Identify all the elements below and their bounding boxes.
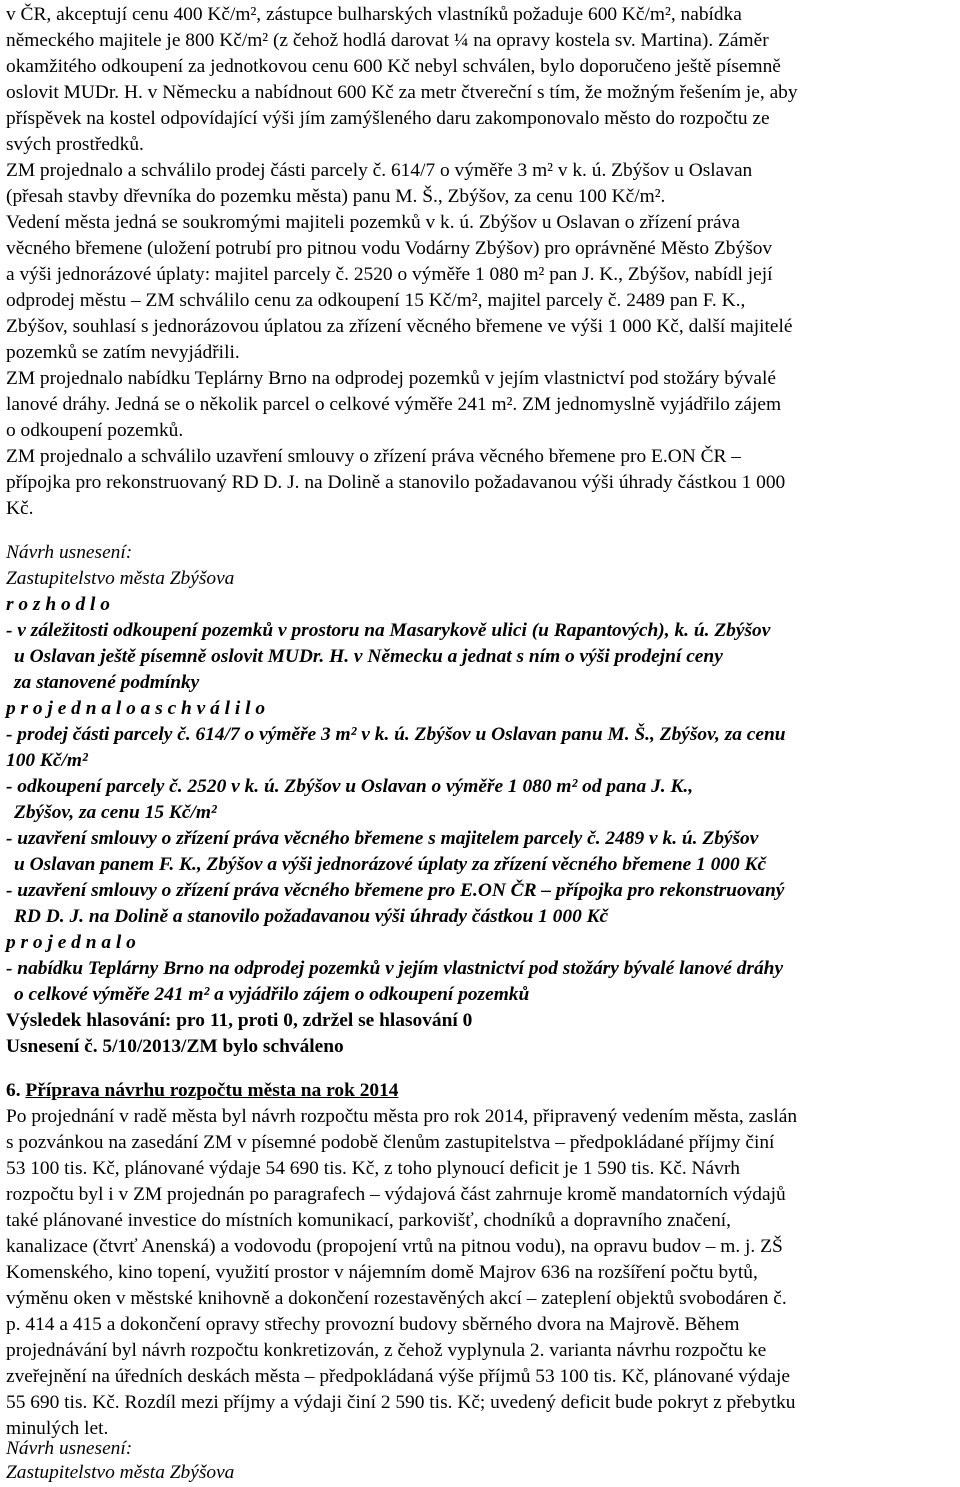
resolution-item: - v záležitosti odkoupení pozemků v prostoru na Masarykově ulici (u Rapantových), k. ú. Zbýšov <box>6 620 771 641</box>
body-text-line: ZM projednalo a schválilo prodej části parcely č. 614/7 o výměře 3 m² v k. ú. Zbýšov u Oslavan <box>6 160 753 181</box>
body-text-line: odprodej městu – ZM schválilo cenu za odkoupení 15 Kč/m², majitel parcely č. 2489 pan F. K., <box>6 290 746 311</box>
body-text-line: projednávání byl návrh rozpočtu konkretizován, z čehož vyplynula 2. varianta návrhu rozpočtu ke <box>6 1340 767 1361</box>
body-text-line: okamžitého odkoupení za jednotkovou cenu 600 Kč nebyl schválen, bylo doporučeno ještě písemně <box>6 56 781 77</box>
body-text-line: pozemků se zatím nevyjádřili. <box>6 342 240 363</box>
council-name: Zastupitelstvo města Zbýšova <box>6 1462 235 1483</box>
resolution-item-cont: RD D. J. na Dolině a stanovilo požadavanou výši úhrady částkou 1 000 Kč <box>14 906 609 927</box>
body-text-line: německého majitele je 800 Kč/m² (z čehož hodlá darovat ¼ na opravy kostela sv. Martina). Záměr <box>6 30 769 51</box>
resolution-item-cont: Zbýšov, za cenu 15 Kč/m² <box>14 802 217 823</box>
discussed-heading: p r o j e d n a l o <box>6 932 136 953</box>
body-text-line: s pozvánkou na zasedání ZM v písemné podobě členům zastupitelstva – předpokládané příjmy činí <box>6 1132 775 1153</box>
resolution-heading: Návrh usnesení: <box>6 1438 133 1459</box>
body-text-line: příspěvek na kostel odpovídající výši jím zamýšleného daru zakomponovalo město do rozpočtu ze <box>6 108 770 129</box>
council-name: Zastupitelstvo města Zbýšova <box>6 568 235 589</box>
body-text-line: p. 414 a 415 a dokončení opravy střechy provozní budovy sběrného dvora na Majrově. Během <box>6 1314 740 1335</box>
body-text-line: ZM projednalo a schválilo uzavření smlouvy o zřízení práva věcného břemene pro E.ON ČR – <box>6 446 741 467</box>
section-number: 6. <box>6 1080 26 1101</box>
body-text-line: 55 690 tis. Kč. Rozdíl mezi příjmy a výdaji činí 2 590 tis. Kč; uvedený deficit bude pokryt z přebytku <box>6 1392 796 1413</box>
body-text-line: Vedení města jedná se soukromými majiteli pozemků v k. ú. Zbýšov u Oslavan o zřízení práva <box>6 212 740 233</box>
decides-heading: r o z h o d l o <box>6 594 110 615</box>
body-text-line: výměnu oken v městské knihovně a dokončení rozestavěných akcí – zateplení objektů svobodáren č. <box>6 1288 787 1309</box>
body-text-line: ZM projednalo nabídku Teplárny Brno na odprodej pozemků v jejím vlastnictví pod stožáry bývalé <box>6 368 776 389</box>
approves-heading: p r o j e d n a l o a s c h v á l i l o <box>6 698 266 719</box>
body-text-line: zveřejnění na úředních deskách města – předpokládaná výše příjmů 53 100 tis. Kč, plánované výdaje <box>6 1366 790 1387</box>
resolution-item-cont: u Oslavan ještě písemně oslovit MUDr. H. v Německu a jednat s ním o výši prodejní ceny <box>14 646 723 667</box>
resolution-item: - odkoupení parcely č. 2520 v k. ú. Zbýšov u Oslavan o výměře 1 080 m² od pana J. K., <box>6 776 694 797</box>
resolution-item-cont: o celkové výměře 241 m² a vyjádřilo zájem o odkoupení pozemků <box>14 984 530 1005</box>
body-text-line: Kč. <box>6 498 34 519</box>
body-text-line: Zbýšov, souhlasí s jednorázovou úplatou za zřízení věcného břemene ve výši 1 000 Kč, další majitelé <box>6 316 793 337</box>
section-heading <box>6 1078 398 1104</box>
body-text-line: rozpočtu byl i v ZM projednán po paragrafech – výdajová část zahrnuje kromě mandatorních výdajů <box>6 1184 786 1205</box>
body-text-line: věcného břemene (uložení potrubí pro pitnou vodu Vodárny Zbýšov) pro oprávněné Město Zbýšov <box>6 238 773 259</box>
resolution-item-cont: u Oslavan panem F. K., Zbýšov a výši jednorázové úplaty za zřízení věcného břemene 1 000 Kč <box>14 854 767 875</box>
resolution-result: Usnesení č. 5/10/2013/ZM bylo schváleno <box>6 1036 344 1057</box>
body-text-line: oslovit MUDr. H. v Německu a nabídnout 600 Kč za metr čtvereční s tím, že možným řešením je, aby <box>6 82 798 103</box>
resolution-item: - nabídku Teplárny Brno na odprodej pozemků v jejím vlastnictví pod stožáry bývalé lanové dráhy <box>6 958 784 979</box>
resolution-item: - prodej části parcely č. 614/7 o výměře 3 m² v k. ú. Zbýšov u Oslavan panu M. Š., Zbýšov, za cenu <box>6 724 786 745</box>
resolution-heading: Návrh usnesení: <box>6 542 133 563</box>
body-text-line: 53 100 tis. Kč, plánované výdaje 54 690 tis. Kč, z toho plynoucí deficit je 1 590 tis. Kč. Návrh <box>6 1158 741 1179</box>
body-text-line: lanové dráhy. Jedná se o několik parcel o celkové výměře 241 m². ZM jednomyslně vyjádřilo zájem <box>6 394 782 415</box>
body-text-line: a výši jednorázové úplaty: majitel parcely č. 2520 o výměře 1 080 m² pan J. K., Zbýšov, nabídl její <box>6 264 773 285</box>
body-text-line: Po projednání v radě města byl návrh rozpočtu města pro rok 2014, připravený vedením města, zaslán <box>6 1106 798 1127</box>
body-text-line: minulých let. <box>6 1418 109 1439</box>
resolution-item-cont: za stanovené podmínky <box>14 672 200 693</box>
section-title: Příprava návrhu rozpočtu města na rok 2014 <box>25 1080 399 1101</box>
body-text-line: také plánované investice do místních komunikací, parkovišť, chodníků a dopravního značení, <box>6 1210 731 1231</box>
vote-result: Výsledek hlasování: pro 11, proti 0, zdržel se hlasování 0 <box>6 1010 473 1031</box>
body-text-line: přípojka pro rekonstruovaný RD D. J. na Dolině a stanovilo požadavanou výši úhrady částkou 1 000 <box>6 472 786 493</box>
body-text-line: v ČR, akceptují cenu 400 Kč/m², zástupce bulharských vlastníků požaduje 600 Kč/m², nabídka <box>6 4 742 25</box>
resolution-item-cont: 100 Kč/m² <box>6 750 88 771</box>
body-text-line: svých prostředků. <box>6 134 144 155</box>
resolution-item: - uzavření smlouvy o zřízení práva věcného břemene s majitelem parcely č. 2489 v k. ú. Zbýšov <box>6 828 759 849</box>
body-text-line: o odkoupení pozemků. <box>6 420 184 441</box>
body-text-line: kanalizace (čtvrť Anenská) a vodovodu (propojení vrtů na pitnou vodu), na opravu budov – m. j. ZŠ <box>6 1236 783 1257</box>
body-text-line: (přesah stavby dřevníka do pozemku města) panu M. Š., Zbýšov, za cenu 100 Kč/m². <box>6 186 666 207</box>
body-text-line: Komenského, kino topení, využití prostor v nájemním domě Majrov 636 na rozšíření počtu bytů, <box>6 1262 758 1283</box>
resolution-item: - uzavření smlouvy o zřízení práva věcného břemene pro E.ON ČR – přípojka pro rekonstruovaný <box>6 880 785 901</box>
